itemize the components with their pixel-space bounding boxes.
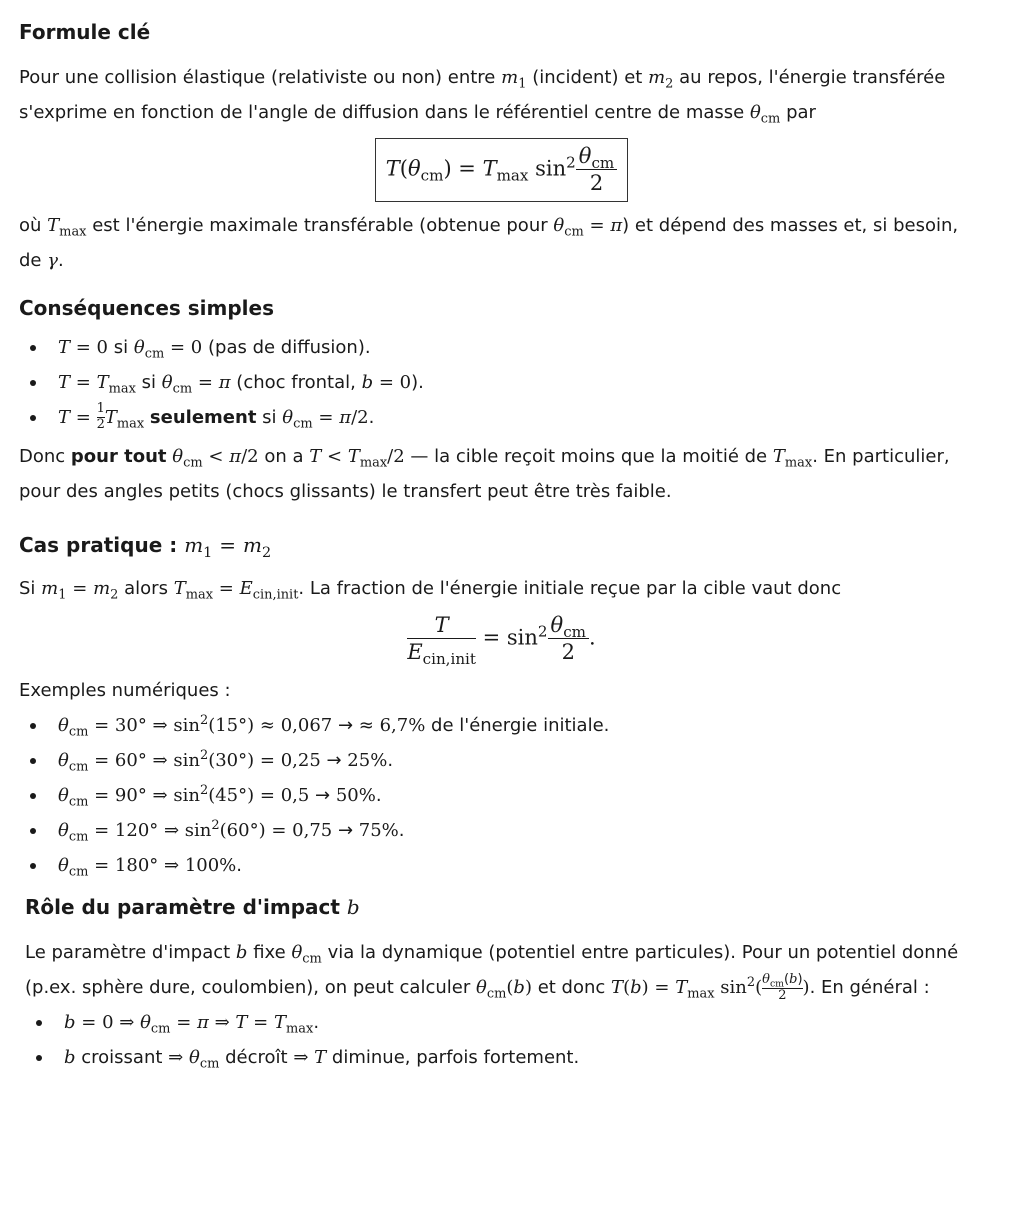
impact-list [25, 1005, 984, 1075]
boxed-formula: $T(\theta_{cm}) = T_{max}$ $\sin^2$ $\frac{\theta_{cm}}{2}$ [19, 138, 984, 202]
document [0, 18, 1010, 1075]
section-title-consequences: Conséquences simples [19, 295, 275, 320]
list-item: b croissant ⇒ $\theta_{cm}$ décroît ⇒ T diminue, parfois fortement. [64, 1040, 984, 1075]
list-item: T = 0 si $\theta_{cm} = 0$ (pas de diffusion). [58, 330, 984, 365]
list-item: $T = T_{max}$ si $\theta_{cm} = \pi$ (choc frontal, b = 0). [58, 365, 984, 400]
impact-paragraph: Le paramètre d'impact b fixe $\theta_{cm}$ via la dynamique (potentiel entre particules). Pour un potentiel donné (p.ex. sphère dure, coulombien), on peut calculer $\theta_{cm}(b)$ et donc $T(b) = T_{max}$ $\sin^2$( $\frac{\theta_{cm}(b)}{2}$ ). En général : [25, 942, 959, 1003]
section-title-role-parametre: Rôle du paramètre d'impact b [25, 895, 360, 919]
fraction-formula: $\frac{T}{E_{cin,init}}$ = $\sin^2$ $\frac{\theta_{cm}}{2}$ . [407, 612, 596, 668]
consequences-paragraph: Donc pour tout $\theta_{cm} < \pi/2$ on a $T < T_{max}/2$ — la cible reçoit moins que la moitié de $T_{max}$. En particulier, pour des angles petits (chocs glissants) le transfert peut être très faible. [19, 445, 950, 502]
tmax-paragraph: où $T_{max}$ est l'énergie maximale transférable (obtenue pour $\theta_{cm} = \pi$) et dépend des masses et, si besoin, de γ. [19, 214, 959, 271]
list-item: b = 0 ⇒ $\theta_{cm} = \pi$ ⇒ $T = T_{max}$. [64, 1005, 984, 1040]
consequences-list [19, 330, 984, 435]
list-item: T = $\frac{1}{2}$ $T_{max}$ seulement si $\theta_{cm} = \pi/2$. [58, 400, 984, 435]
list-item: $\theta_{cm} = 60^\circ$ ⇒ $\sin^2(30^\circ) = 0,25 \to 25\%$. [58, 743, 984, 778]
list-item: $\theta_{cm} = 90^\circ$ ⇒ $\sin^2(45^\circ) = 0,5 \to 50\%$. [58, 778, 984, 813]
list-item: $\theta_{cm} = 180^\circ$ ⇒ 100%. [58, 848, 984, 883]
section-title-cas-pratique: Cas pratique : $m_1 = m_2$ [19, 532, 272, 561]
intro-paragraph: Pour une collision élastique (relativiste ou non) entre $m_1$ (incident) et $m_2$ au repos, l'énergie transférée s'exprime en fonction de l'angle de diffusion dans le référentiel centre de masse $\theta_{cm}$ par [19, 67, 946, 127]
section-title-formule-cle: Formule clé [19, 20, 151, 44]
examples-list [19, 708, 984, 883]
list-item: $\theta_{cm} = 120^\circ$ ⇒ $\sin^2(60^\circ) = 0,75 \to 75\%$. [58, 813, 984, 848]
list-item: $\theta_{cm} = 30^\circ$ ⇒ $\sin^2(15^\circ) \approx 0,067$ → ≈ 6,7% de l'énergie initiale. [58, 708, 984, 743]
cas-pratique-paragraph: Si $m_1 = m_2$ alors $T_{max} = E_{cin,init}$. La fraction de l'énergie initiale reçue par la cible vaut donc [19, 577, 842, 603]
examples-label: Exemples numériques : [19, 680, 231, 701]
